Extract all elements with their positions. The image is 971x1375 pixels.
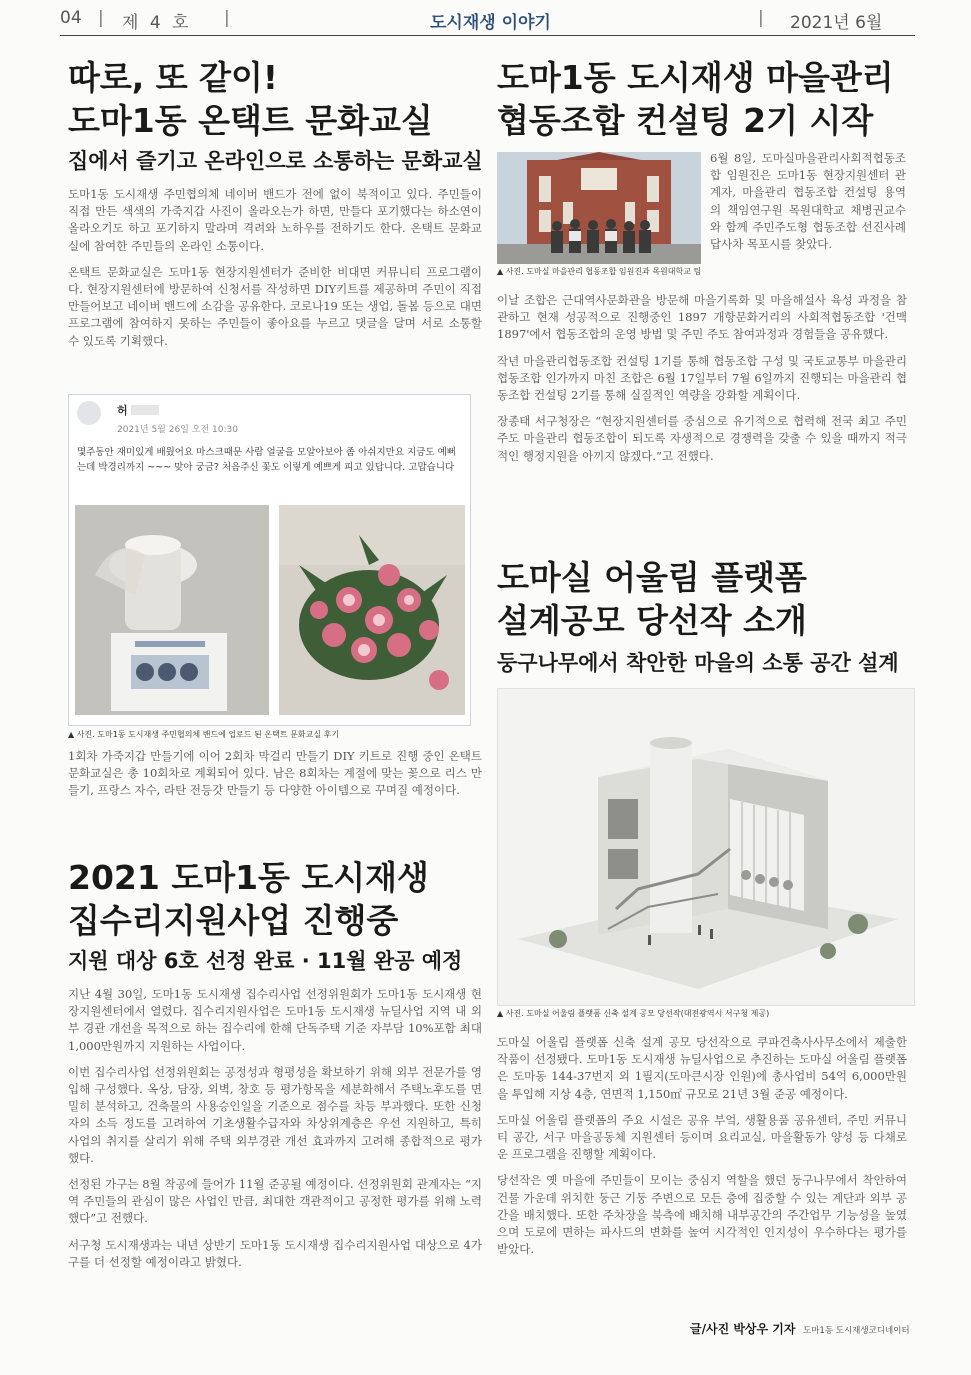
blurred-name xyxy=(131,405,159,415)
paragraph: 작년 마을관리협동조합 컨설팅 1기를 통해 협동조합 구성 및 국토교통부 마을관리협동조합 인가까지 마친 조합은 6월 17일부터 7월 6일까지 진행되는 마을관리 협동조합 컨설팅 2기를 통해 실질적인 역량을 강화할 계획이다. xyxy=(497,353,907,403)
paragraph: 6월 8일, 도마실마을관리사회적협동조합 임원진은 도마1동 현장지원센터 관계자, 마을관리 협동조합 컨설팅 용역의 책임연구원 목원대학교 채병권교수와 함께 주민주도형 협동조합 선진사례 답사차 목포시를 찾았다. xyxy=(710,151,906,252)
article1-body xyxy=(68,186,482,359)
article2-title: 2021 도마1동 도시재생 집수리지원사업 진행중 xyxy=(68,858,429,940)
paragraph: 도마실 어울림 플랫폼의 주요 시설은 공유 부엌, 생활용품 공유센터, 주민 커뮤니티 공간, 서구 마을공동체 지원센터 등이며 요리교실, 마을활동가 양성 등 다채로운 프로그램을 진행할 계획이다. xyxy=(497,1112,907,1162)
paragraph: 당선작은 옛 마을에 주민들이 모이는 중심지 역할을 했던 둥구나무에서 착안하여 건물 가운데 위치한 둥근 기둥 주변으로 모든 층에 집중할 수 있는 계단과 외부 공간을 배치했다. 또한 주차장을 북측에 배치해 내부공간의 주간업무 기능성을 높였으며 도로에 면하는 파사드의 변화를 높여 시각적인 인지성이 우수하다는 평가를 받았다. xyxy=(497,1173,907,1257)
issue-number: 제 4 호 xyxy=(122,13,192,33)
wallet-kit-photo xyxy=(75,505,269,715)
paragraph: 장종태 서구청장은 “현장지원센터를 중심으로 유기적으로 협력해 전국 최고 주민주도 마을관리 협동조합이 되도록 자생적으로 경쟁력을 갖출 수 있을 때까지 적극적인 행정지원을 아끼지 않겠다.”고 전했다. xyxy=(497,414,907,463)
platform-building-rendering xyxy=(497,688,915,1006)
page-number: 04 xyxy=(60,8,82,28)
post-text: 몇주동안 재미있게 배웠어요 마스크때문 사람 얼굴을 모알아보아 좀 아쉬지만요 지금도 예뻐는데 박경리까지 ~~~ 맞아 궁금? 처음주신 꽃도 이렇게 예쁘게 피고 있답니다. 고맙습니다 xyxy=(77,447,456,473)
carnation-photo xyxy=(279,505,465,715)
avatar xyxy=(77,401,101,425)
article3-body xyxy=(497,292,907,474)
photo-caption: ▲ 사진. 도마1동 도시재생 주민협의체 밴드에 업로드 된 온택트 문화교실 후기 xyxy=(68,730,340,739)
header-separator: | xyxy=(758,8,764,28)
band-post-screenshot xyxy=(68,394,471,726)
page-header xyxy=(0,0,971,40)
header-separator: | xyxy=(224,8,230,28)
byline xyxy=(690,1320,910,1337)
article1-subtitle: 집에서 즐기고 온라인으로 소통하는 문화교실 xyxy=(68,149,483,173)
article4-subtitle: 둥구나무에서 착안한 마을의 소통 공간 설계 xyxy=(497,651,899,675)
paragraph: 도마1동 도시재생 주민협의체 네이버 밴드가 전에 없이 북적이고 있다. 주민들이 직접 만든 색색의 가죽지갑 사진이 올라오는가 하면, 만들다 포기했다는 하소연이 올라오기도 하고 포기하지 말라며 격려와 노하우를 전하기도 한다. 온택트 문화교실에 참여한 주민들의 온라인 소통이다. xyxy=(68,187,482,253)
article1-title: 따로, 또 같이! 도마1동 온택트 문화교실 xyxy=(68,58,433,140)
header-separator: | xyxy=(98,8,104,28)
newsletter-title: 도시재생 이야기 xyxy=(430,13,551,33)
article2-subtitle: 지원 대상 6호 선정 완료 · 11월 완공 예정 xyxy=(68,949,463,973)
article4-body xyxy=(497,1034,907,1267)
paragraph: 이날 조합은 근대역사문화관을 방문해 마을기록화 및 마을해설사 육성 과정을 참관하고 현재 성공적으로 진행중인 1897 개항문화거리의 사회적협동조합 '건맥1897'에서 협동조합의 운영 방법 및 주민 주도 참여과정과 경험들을 공유했다. xyxy=(497,293,907,342)
reporter-org: 도마1동 도시재생코디네이터 xyxy=(802,1326,910,1336)
article3-title: 도마1동 도시재생 마을관리 협동조합 컨설팅 2기 시작 xyxy=(497,58,894,140)
post-author: 허 xyxy=(117,404,128,417)
cooperative-group-photo xyxy=(497,152,701,264)
article1-body-continued xyxy=(68,748,482,809)
paragraph: 서구청 도시재생과는 내년 상반기 도마1동 도시재생 집수리지원사업 대상으로 4가구를 더 선정할 예정이라고 밝혔다. xyxy=(68,1237,482,1269)
photo-caption: ▲ 사진. 도마실 마을관리 협동조합 임원진과 목원대학교 팀 xyxy=(497,267,702,276)
post-date: 2021년 5월 26일 오전 10:30 xyxy=(117,425,238,435)
article4-title: 도마실 어울림 플랫폼 설계공모 당선작 소개 xyxy=(497,558,807,640)
photo-caption: ▲ 사진. 도마실 어울림 플랫폼 신축 설계 공모 당선작(대전광역시 서구청 제공) xyxy=(497,1009,770,1018)
header-rule xyxy=(60,35,915,36)
issue-date: 2021년 6월 xyxy=(790,13,883,33)
paragraph: 1회차 가죽지갑 만들기에 이어 2회차 막걸리 만들기 DIY 키트로 진행 중인 온택트 문화교실은 총 10회차로 계획되어 있다. 남은 8회차는 계절에 맞는 꽃으로 리스 만들기, 프랑스 자수, 라탄 전등갓 만들기 등 다양한 아이템으로 꾸며질 예정이다. xyxy=(68,749,482,798)
article2-body xyxy=(68,986,482,1280)
reporter-name: 글/사진 박상우 기자 xyxy=(690,1322,796,1336)
paragraph: 이번 집수리사업 선정위원회는 공정성과 형평성을 확보하기 위해 외부 전문가를 영입해 구성했다. 옥상, 담장, 외벽, 창호 등 평가항목을 세분화해서 주택노후도를 면밀히 분석하고, 건축물의 사용승인일을 기준으로 점수를 차등 부과했다. 또한 신청자의 소득 정도를 고려하여 기초생활수급자와 차상위계층은 우선 지원하고, 특히 사업의 취지를 살리기 위해 주택 외부경관 개선 효과까지 고려해 종합적으로 평가했다. xyxy=(68,1064,482,1165)
article3-side-body xyxy=(710,150,906,262)
paragraph: 지난 4월 30일, 도마1동 도시재생 집수리사업 선정위원회가 도마1동 도시재생 현장지원센터에서 열렸다. 집수리지원사업은 도마1동 도시재생 뉴딜사업 지역 내 외부 경관 개선을 목적으로 하는 집수리에 한해 단독주택 기준 자부담 10%포함 최대 1,000만원까지 지원하는 사업이다. xyxy=(68,987,482,1053)
paragraph: 온택트 문화교실은 도마1동 현장지원센터가 준비한 비대면 커뮤니티 프로그램이다. 현장지원센터에 방문하여 신청서를 작성하면 DIY키트를 제공하며 주민이 직접 만들어보고 네이버 밴드에 소감을 공유한다. 코로나19 또는 생업, 돌봄 등으로 대면프로그램에 참여하지 못하는 주민들이 좋아요를 누르고 댓글을 달며 서로 소통할 수 있도록 기획했다. xyxy=(68,264,482,348)
paragraph: 도마실 어울림 플랫폼 신축 설계 공모 당선작으로 쿠파건축사사무소에서 제출한 작품이 선정됐다. 도마1동 도시재생 뉴딜사업으로 추진하는 도마실 어울림 플랫폼은 도마동 144-37번지 외 1필지(도마큰시장 인원)에 총사업비 54억 6,000만원을 투입해 지상 4층, 연면적 1,150㎡ 규모로 21년 3월 준공 예정이다. xyxy=(497,1035,907,1101)
paragraph: 선정된 가구는 8월 착공에 들어가 11월 준공될 예정이다. 선정위원회 관계자는 “지역 주민들의 관심이 많은 사업인 만큼, 최대한 객관적이고 공정한 평가를 위해 노력했다”고 전했다. xyxy=(68,1177,482,1226)
